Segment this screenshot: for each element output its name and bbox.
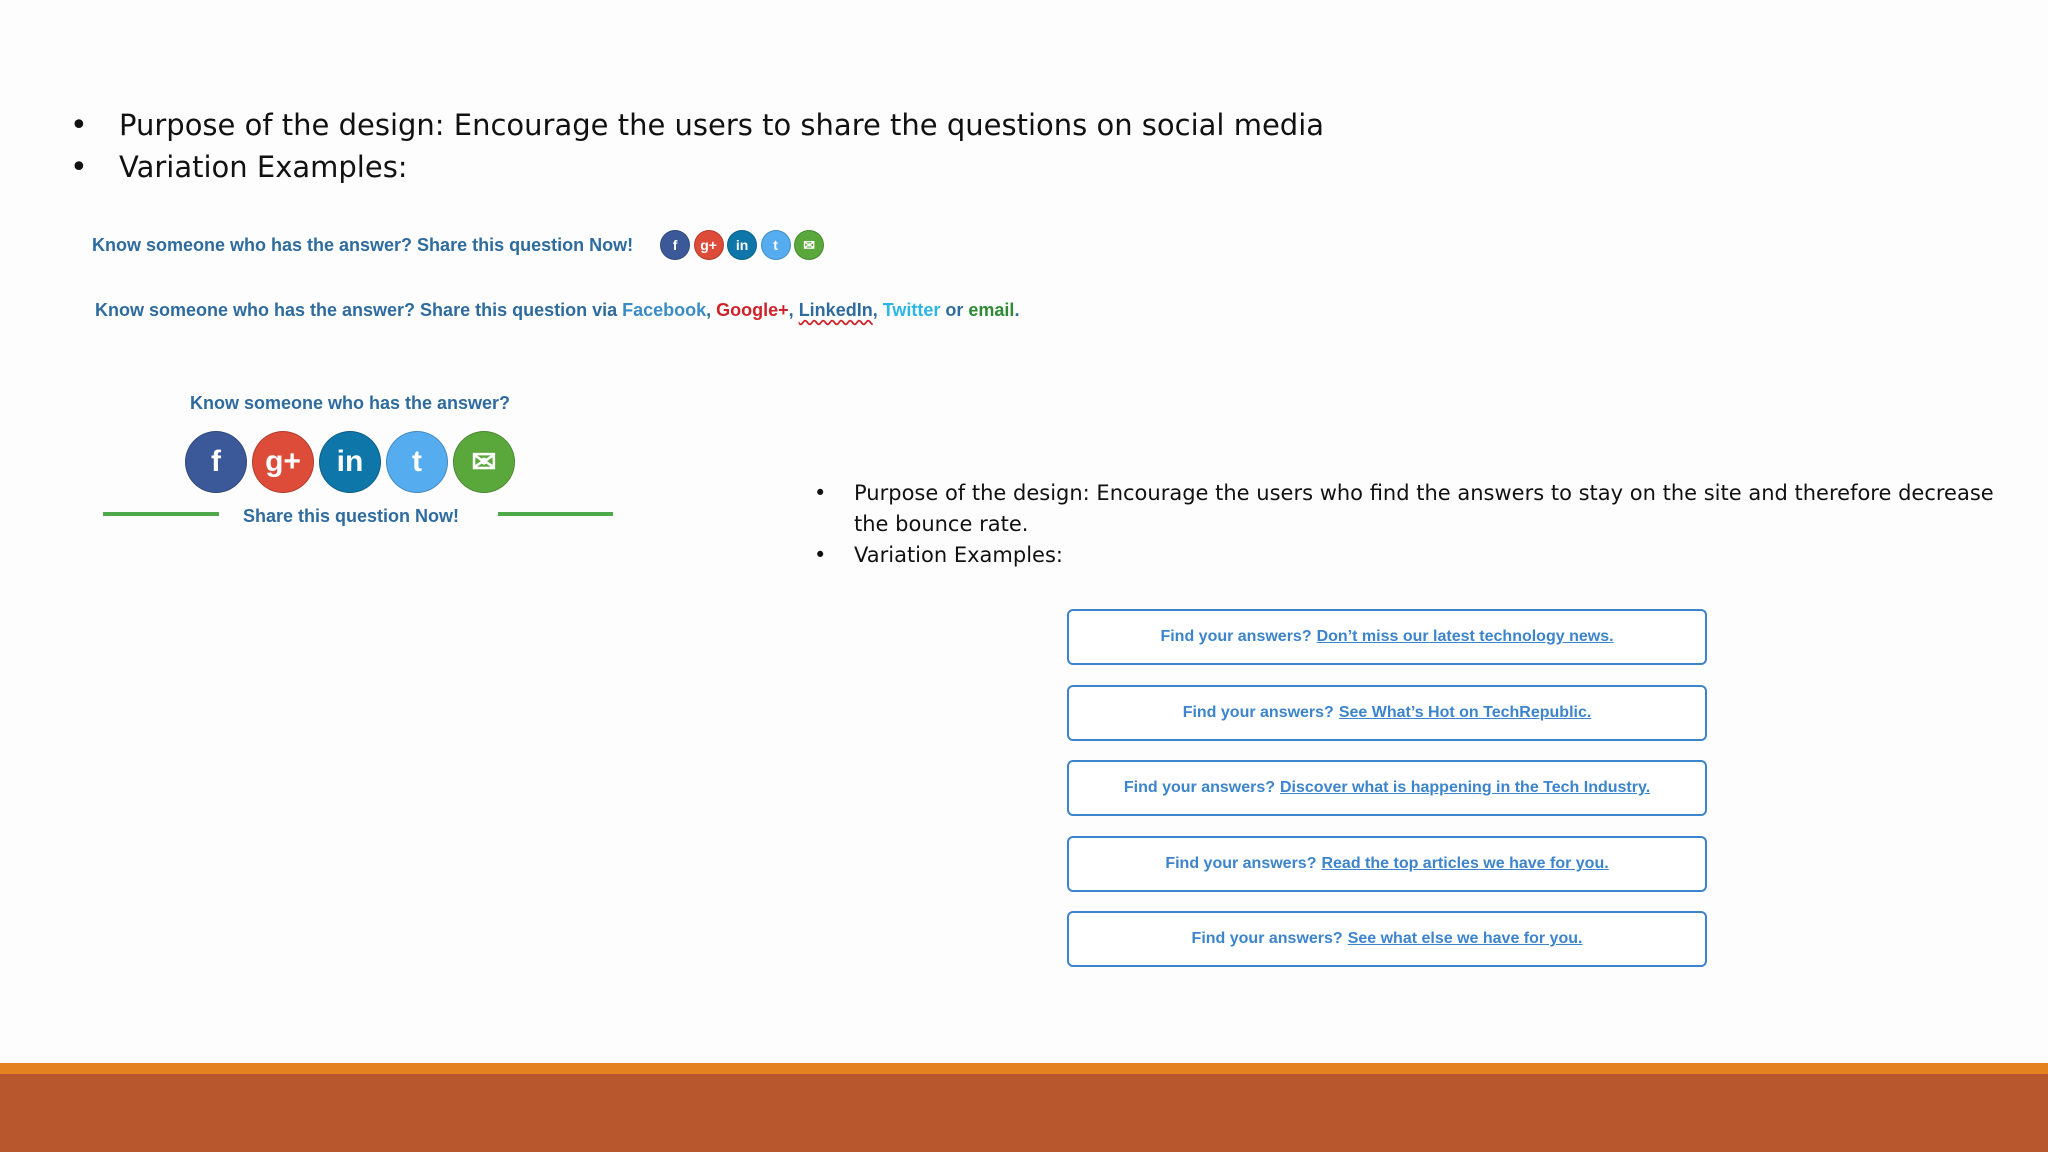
share-now-label[interactable]: Share this question Now! bbox=[243, 506, 460, 526]
bullet-text: Purpose of the design: Encourage the users who find the answers to stay on the site and therefore decrease the bounce rate. bbox=[854, 481, 1994, 536]
separator: or bbox=[940, 300, 969, 320]
answer-prefix: Find your answers? bbox=[1182, 704, 1334, 721]
linkedin-icon[interactable]: in bbox=[727, 230, 757, 260]
bullet-text: Variation Examples: bbox=[854, 543, 1063, 567]
twitter-icon[interactable]: t bbox=[386, 431, 448, 493]
bullet-item bbox=[814, 540, 2014, 571]
google-plus-link[interactable]: Google+ bbox=[716, 300, 789, 320]
footer-bar bbox=[0, 1074, 2048, 1152]
answer-prefix: Find your answers? bbox=[1191, 930, 1343, 947]
answer-link[interactable]: Read the top articles we have for you. bbox=[1321, 855, 1609, 872]
footer-accent-stripe bbox=[0, 1063, 2048, 1074]
email-icon[interactable]: ✉ bbox=[453, 431, 515, 493]
share-variation-text-links bbox=[95, 300, 1019, 321]
answer-link[interactable]: See what else we have for you. bbox=[1347, 930, 1583, 947]
divider-right bbox=[498, 512, 613, 516]
facebook-icon[interactable]: f bbox=[185, 431, 247, 493]
twitter-link[interactable]: Twitter bbox=[882, 300, 941, 320]
bullet-item bbox=[70, 104, 1324, 146]
separator: , bbox=[788, 300, 799, 320]
right-bullet-list bbox=[814, 478, 2014, 571]
share-prompt: Know someone who has the answer? Share this question Now! bbox=[92, 234, 634, 255]
google-plus-icon[interactable]: g+ bbox=[252, 431, 314, 493]
social-icon-row bbox=[660, 230, 828, 260]
twitter-icon[interactable]: t bbox=[761, 230, 791, 260]
facebook-icon[interactable]: f bbox=[660, 230, 690, 260]
answer-box[interactable] bbox=[1067, 760, 1707, 816]
top-bullet-list bbox=[70, 104, 1324, 188]
share-prompt: Know someone who has the answer? Share this question via bbox=[95, 300, 623, 320]
google-plus-icon[interactable]: g+ bbox=[694, 230, 724, 260]
answer-box[interactable] bbox=[1067, 911, 1707, 967]
facebook-link[interactable]: Facebook bbox=[622, 300, 707, 320]
share-variation-inline bbox=[92, 230, 828, 260]
divider-left bbox=[103, 512, 219, 516]
answer-box[interactable] bbox=[1067, 685, 1707, 741]
linkedin-icon[interactable]: in bbox=[319, 431, 381, 493]
separator: , bbox=[872, 300, 883, 320]
answer-link[interactable]: Discover what is happening in the Tech Industry. bbox=[1280, 779, 1651, 796]
bullet-dot: • bbox=[70, 149, 88, 185]
answer-box[interactable] bbox=[1067, 836, 1707, 892]
social-icon-row-large bbox=[185, 431, 520, 493]
answer-box[interactable] bbox=[1067, 609, 1707, 665]
bullet-item bbox=[814, 478, 2014, 540]
bullet-dot: • bbox=[814, 543, 827, 567]
linkedin-link[interactable]: LinkedIn bbox=[798, 300, 873, 320]
answer-prefix: Find your answers? bbox=[1165, 855, 1317, 872]
bullet-text: Variation Examples: bbox=[119, 150, 408, 184]
email-icon[interactable]: ✉ bbox=[794, 230, 824, 260]
answer-prefix: Find your answers? bbox=[1123, 779, 1275, 796]
answer-prefix: Find your answers? bbox=[1160, 628, 1312, 645]
bullet-text: Purpose of the design: Encourage the users to share the questions on social media bbox=[119, 108, 1325, 142]
bullet-item bbox=[70, 146, 1324, 188]
bullet-dot: • bbox=[70, 107, 88, 143]
answer-link[interactable]: See What’s Hot on TechRepublic. bbox=[1338, 704, 1592, 721]
share-widget-title: Know someone who has the answer? bbox=[190, 393, 511, 413]
bullet-dot: • bbox=[814, 481, 827, 505]
email-link[interactable]: email bbox=[968, 300, 1015, 320]
separator: , bbox=[706, 300, 717, 320]
separator: . bbox=[1014, 300, 1020, 320]
answer-link[interactable]: Don’t miss our latest technology news. bbox=[1316, 628, 1614, 645]
